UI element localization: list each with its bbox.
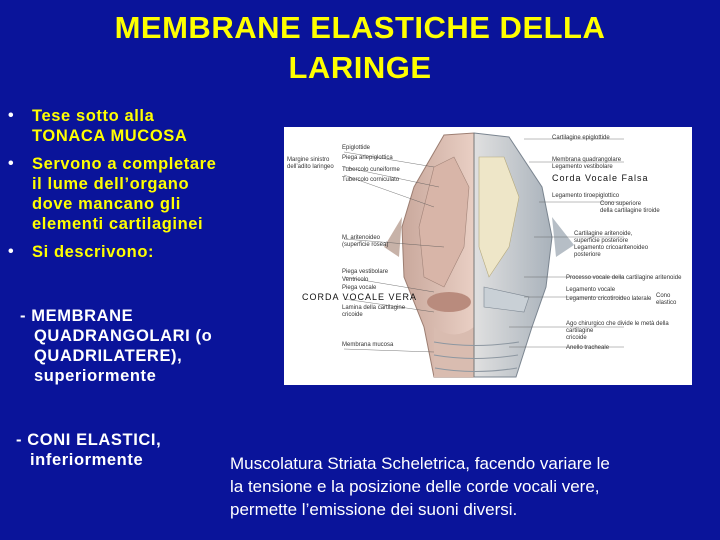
sub2-line-1: - CONI ELASTICI, [16, 431, 162, 449]
label-corda-vocale-vera: CORDA VOCALE VERA [302, 292, 418, 302]
bullet-item-2 [8, 154, 278, 234]
label-piega-vocale: Piega vocale [342, 285, 377, 291]
sub-point-coni-elastici [16, 430, 161, 470]
bullet-1-line-1: • Tese sotto alla [32, 107, 155, 125]
bullet-2-line-2: il lume dell’organo [32, 175, 190, 193]
label-cono-superiore [600, 201, 660, 215]
sub2-line-2: inferiormente [30, 451, 144, 469]
label-text: superficie posteriore [574, 238, 629, 244]
sub1-line-1: - MEMBRANE [20, 307, 134, 325]
bullet-2-line-4: elementi cartilaginei [32, 215, 204, 233]
label-anello-tracheale: Anello tracheale [566, 345, 610, 351]
label-text: cricoide [342, 312, 363, 318]
label-text: Cono superiore [600, 201, 642, 207]
label-tubercolo-corniculato: Tubercolo corniculato [342, 177, 400, 183]
bullet-item-1 [8, 106, 278, 146]
label-margine-sinistro [287, 157, 334, 171]
label-ago-chirurgico [566, 321, 690, 342]
label-processo-vocale: Processo vocale della cartilagine aritenoide [566, 275, 682, 281]
bullet-2-line-1: • Servono a completare [32, 155, 217, 173]
label-lamina-cricoide [342, 305, 405, 319]
bullet-item-3 [8, 242, 278, 262]
note-line-1: Muscolatura Striata Scheletrica, facendo variare le [230, 454, 610, 473]
bullet-list [8, 106, 278, 270]
muscle-note [230, 452, 714, 521]
label-text: cricoide [566, 335, 587, 341]
label-text: della cartilagine tiroide [600, 208, 660, 214]
sub1-line-2: QUADRANGOLARI (o [34, 327, 213, 345]
label-legamento-vestibolare: Legamento vestibolare [552, 164, 613, 170]
label-epiglottide: Epiglottide [342, 145, 371, 151]
label-membrana-quadrangolare: Membrana quadrangolare [552, 157, 622, 163]
label-tubercolo-cuneiforme: Tubercolo cuneiforme [342, 167, 400, 173]
label-text: Legamento cricoaritenoideo [574, 245, 649, 251]
bullet-3-line-1: • Si descrivono: [32, 243, 155, 261]
sub1-line-4: superiormente [34, 367, 157, 385]
label-text: posteriore [574, 252, 601, 258]
slide-title [60, 8, 660, 88]
bullet-1-line-2: TONACA MUCOSA [32, 127, 188, 145]
label-corda-vocale-falsa: Corda Vocale Falsa [552, 173, 649, 183]
label-m-aritenoideo [342, 235, 388, 249]
label-membrana-mucosa: Membrana mucosa [342, 342, 394, 348]
label-legamento-tiroepiglottico: Legamento tiroepiglottico [552, 193, 620, 199]
bullet-2-line-3: dove mancano gli [32, 195, 181, 213]
label-legamento-vocale: Legamento vocale [566, 287, 616, 293]
title-line-2: LARINGE [288, 50, 432, 85]
larynx-anatomy-figure [284, 127, 692, 385]
label-cono-elastico: Cono elastico [656, 293, 677, 306]
note-line-2: la tensione e la posizione delle corde vocali vere, [230, 477, 600, 496]
label-text: Ago chirurgico che divide le metà della cartilagine [566, 321, 669, 334]
label-text: Lamina della cartilagine [342, 305, 406, 311]
label-text: M. aritenoideo [342, 235, 381, 241]
label-cartilagine-aritenoide [574, 231, 648, 259]
label-text: Cartilagine aritenoide, [574, 231, 633, 237]
label-text: Margine sinistro [287, 157, 330, 163]
label-cartilagine-epiglottide: Cartilagine epiglottide [552, 135, 610, 141]
label-text: (superficie rosea) [342, 242, 389, 248]
title-line-1: MEMBRANE ELASTICHE DELLA [114, 10, 606, 45]
sub-point-membrane-quadrangolari [20, 306, 212, 386]
sub1-line-3: QUADRILATERE), [34, 347, 183, 365]
note-line-3: permette l’emissione dei suoni diversi. [230, 500, 518, 519]
label-piega-ariepiglottica: Piega ariepiglottica [342, 155, 393, 161]
label-ventricolo: Ventricolo [342, 277, 369, 283]
label-legamento-cricotiroideo: Legamento cricotiroideo laterale [566, 296, 652, 302]
label-piega-vestibolare: Piega vestibolare [342, 269, 389, 275]
label-text: dell’adito laringeo [287, 164, 334, 170]
